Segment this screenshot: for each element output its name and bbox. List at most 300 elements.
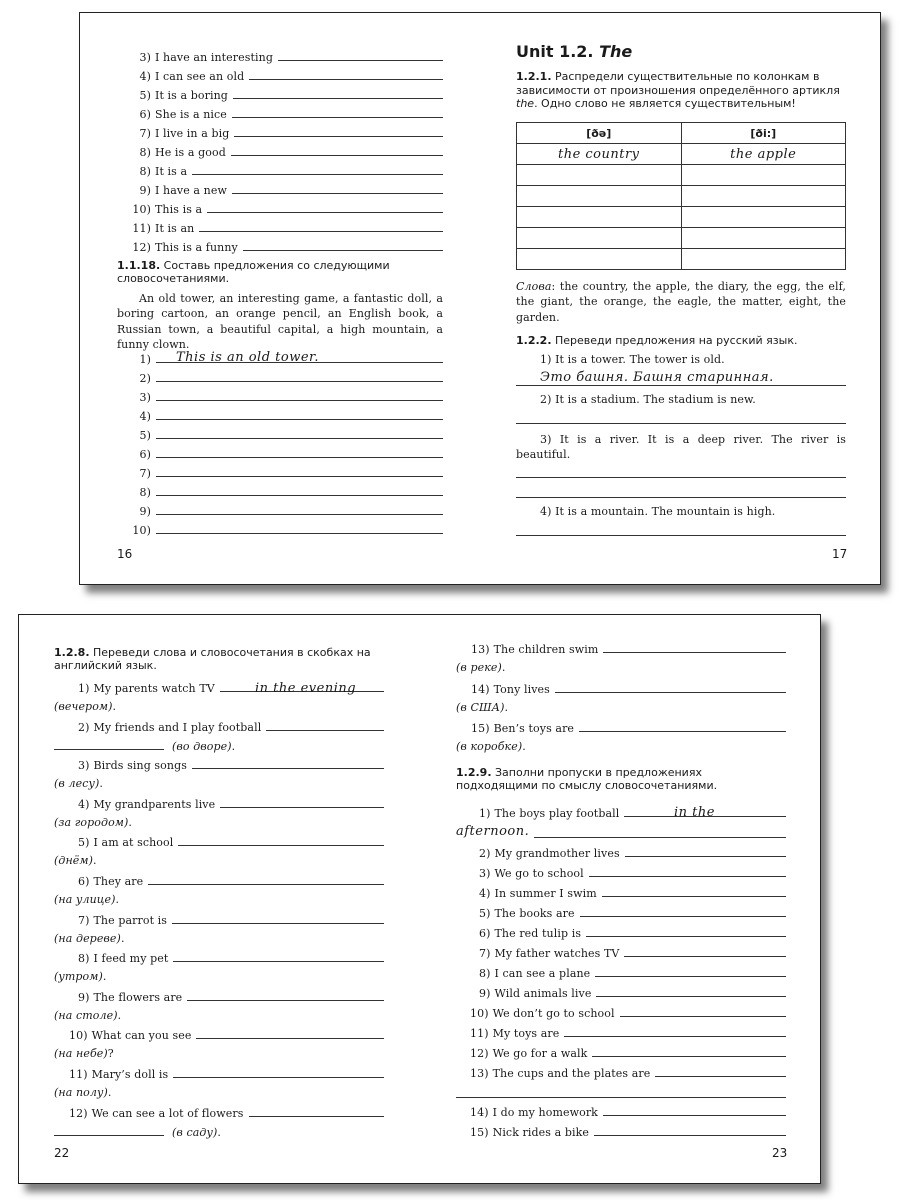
answer-blank[interactable] xyxy=(602,886,786,897)
item-text: My grandparents live xyxy=(93,797,216,811)
translation-hint-line xyxy=(456,701,508,714)
item-number: 12) xyxy=(470,1047,489,1060)
answer-blank[interactable] xyxy=(624,946,786,957)
page-number: 16 xyxy=(117,547,133,561)
item-text: It is an xyxy=(155,222,195,235)
item-number: 8) xyxy=(139,165,151,178)
sentence-item xyxy=(117,145,443,159)
item-text: The children swim xyxy=(493,643,599,656)
translation-hint-line xyxy=(54,932,125,945)
item-number: 7) xyxy=(479,947,491,960)
translation-item xyxy=(54,835,384,849)
answer-blank[interactable] xyxy=(172,913,384,924)
handwritten-answer-1a: in the xyxy=(674,805,715,820)
item-number: 6) xyxy=(139,108,151,121)
russian-hint: (в коробке) xyxy=(456,740,523,753)
answer-blank[interactable] xyxy=(655,1066,786,1077)
fill-in-item xyxy=(456,1046,786,1060)
answer-blank[interactable] xyxy=(233,88,443,99)
translation-item xyxy=(54,758,384,772)
answer-line-row xyxy=(117,390,443,404)
answer-blank[interactable] xyxy=(148,874,384,885)
item-punctuation: . xyxy=(93,854,97,868)
page-23 xyxy=(420,615,820,1183)
answer-line[interactable] xyxy=(516,497,846,498)
answer-blank[interactable] xyxy=(156,428,443,439)
exercise-number: 1.2.8. xyxy=(54,646,90,659)
item-text: Tony lives xyxy=(493,682,550,696)
answer-blank[interactable] xyxy=(620,1006,786,1017)
translation-hint-line xyxy=(54,854,97,867)
item-text: I have a new xyxy=(155,184,227,197)
exercise-1-2-9-instruction xyxy=(456,766,786,792)
item-text: In summer I swim xyxy=(494,887,597,900)
page-number: 17 xyxy=(832,547,848,561)
item-number: 4) xyxy=(139,70,151,83)
answer-line-row xyxy=(117,504,443,518)
answer-blank[interactable] xyxy=(192,758,384,769)
sentence-item xyxy=(117,88,443,102)
translation-hint-line xyxy=(54,1125,221,1139)
item-text: My toys are xyxy=(492,1027,560,1040)
answer-blank[interactable] xyxy=(220,797,384,808)
exercise-1-2-1-instruction xyxy=(516,70,846,111)
answer-blank[interactable] xyxy=(249,69,443,80)
item-number: 11) xyxy=(132,222,151,235)
item-number: 10) xyxy=(470,1007,489,1020)
item-number: 7) xyxy=(139,127,151,140)
answer-blank[interactable] xyxy=(589,866,786,877)
unit-heading xyxy=(516,42,632,61)
fill-in-item xyxy=(456,946,786,960)
russian-hint: (во дворе) xyxy=(172,739,232,753)
pronunciation-table xyxy=(516,122,846,270)
answer-line-row xyxy=(117,523,443,537)
translation-item xyxy=(54,1067,384,1081)
exercise-1-2-2-instruction xyxy=(516,334,797,347)
item-number: 3) xyxy=(479,867,491,880)
item-text: We can see a lot of flowers xyxy=(91,1106,244,1120)
words-list: : the country, the apple, the diary, the egg, the elf, the giant, the orange, the eagle, the matter, eight, the garden. xyxy=(516,280,846,324)
item-number: 12) xyxy=(69,1106,88,1120)
answer-line-row xyxy=(117,428,443,442)
item-number: 9) xyxy=(139,505,151,518)
fill-in-item xyxy=(456,986,786,1000)
item-number: 9) xyxy=(139,184,151,197)
russian-hint: (в реке) xyxy=(456,661,502,674)
translation-hint-line xyxy=(54,1009,121,1022)
item-punctuation: . xyxy=(107,1086,112,1099)
item-text: He is a good xyxy=(155,146,226,159)
answer-blank[interactable] xyxy=(231,145,443,156)
answer-blank[interactable] xyxy=(586,926,786,937)
fill-in-item xyxy=(456,866,786,880)
answer-blank[interactable] xyxy=(594,1125,786,1136)
item-number: 9) xyxy=(479,987,491,1000)
item-number: 9) xyxy=(78,990,90,1004)
words-label: Слова xyxy=(516,280,552,293)
russian-hint: (в саду) xyxy=(172,1125,218,1139)
fill-in-item xyxy=(456,906,786,920)
russian-hint: (на столе) xyxy=(54,1008,118,1022)
answer-blank[interactable] xyxy=(603,642,786,653)
russian-hint: (на улице) xyxy=(54,893,116,906)
answer-blank[interactable] xyxy=(249,1106,384,1117)
item-text: The flowers are xyxy=(93,990,183,1004)
translation-item xyxy=(54,951,384,965)
fill-in-item xyxy=(456,1026,786,1040)
item-punctuation: . xyxy=(217,1125,221,1139)
item-number: 2) xyxy=(479,847,491,860)
example-cell-col1[interactable]: the country xyxy=(517,144,682,165)
unit-number: Unit 1.2. xyxy=(516,42,594,61)
answer-blank[interactable] xyxy=(156,466,443,477)
item-number: 8) xyxy=(479,967,491,980)
item-text: We go for a walk xyxy=(492,1047,588,1060)
answer-blank[interactable] xyxy=(555,682,786,693)
translation-hint-line xyxy=(456,740,526,753)
item-text: It is a boring xyxy=(155,89,228,102)
answer-line-row xyxy=(117,485,443,499)
item-text: My grandmother lives xyxy=(494,847,620,860)
item-number: 13) xyxy=(471,643,490,656)
answer-blank[interactable] xyxy=(156,504,443,515)
item-number: 2) xyxy=(78,720,90,734)
table-cell[interactable] xyxy=(517,165,682,186)
translation-hint-line xyxy=(54,893,119,906)
column-header-the-schwa: [ðə] xyxy=(517,123,682,144)
item-text: My parents watch TV xyxy=(93,682,215,695)
exercise-number: 1.1.18. xyxy=(117,259,161,272)
translate-item-2: 2) It is a stadium. The stadium is new. xyxy=(540,393,756,406)
answer-blank[interactable] xyxy=(192,164,443,175)
answer-line[interactable] xyxy=(516,535,846,536)
exercise-number: 1.2.2. xyxy=(516,334,552,347)
translation-item xyxy=(456,721,786,735)
translation-item xyxy=(54,1028,384,1042)
russian-hint: (вечером) xyxy=(54,700,113,713)
answer-line[interactable] xyxy=(456,1097,786,1098)
item-punctuation: . xyxy=(112,700,117,713)
answer-blank[interactable] xyxy=(596,986,786,997)
table-cell[interactable] xyxy=(681,165,846,186)
answer-blank[interactable] xyxy=(625,846,786,857)
sentence-item xyxy=(117,107,443,121)
translation-hint-line xyxy=(456,661,506,674)
answer-line-row xyxy=(117,409,443,423)
translation-item xyxy=(54,720,384,734)
exercise-1-2-8-instruction xyxy=(54,646,384,672)
item-text: This is a xyxy=(155,203,203,216)
handwritten-translation-1: Это башня. Башня старинная. xyxy=(540,370,774,385)
answer-blank[interactable] xyxy=(564,1026,786,1037)
item-number: 2) xyxy=(139,372,151,385)
words-paragraph xyxy=(516,279,846,325)
russian-hint: (на дереве) xyxy=(54,931,121,945)
russian-hint: (на небе) xyxy=(54,1047,108,1061)
answer-blank[interactable] xyxy=(173,1067,384,1078)
item-text: I am at school xyxy=(93,836,174,850)
item-number: 6) xyxy=(479,927,491,940)
item-text: The cups and the plates are xyxy=(492,1067,651,1080)
answer-blank[interactable] xyxy=(579,721,786,732)
russian-hint: (за городом) xyxy=(54,815,129,829)
item-number: 4) xyxy=(479,887,491,900)
item-number: 14) xyxy=(471,682,490,696)
item-text: The books are xyxy=(494,907,575,920)
sentence-item xyxy=(117,221,443,235)
item-punctuation: . xyxy=(504,700,509,714)
sentence-item xyxy=(117,240,443,254)
item-number: 1) xyxy=(479,807,491,820)
item-text: I can see a plane xyxy=(494,967,591,980)
russian-hint: (на полу) xyxy=(54,1086,108,1099)
russian-hint: (днём) xyxy=(54,854,94,868)
translation-item xyxy=(54,990,384,1004)
item-number: 14) xyxy=(470,1106,489,1119)
fill-in-item xyxy=(456,966,786,980)
answer-blank[interactable] xyxy=(595,966,786,977)
exercise-text: Распредели существительные по колонкам в зависимости от произношения определённого артикля xyxy=(516,70,840,97)
item-text: Birds sing songs xyxy=(93,759,187,773)
answer-blank[interactable] xyxy=(156,447,443,458)
page-16 xyxy=(80,13,480,584)
russian-hint: (в лесу) xyxy=(54,777,100,791)
exercise-number: 1.2.1. xyxy=(516,70,552,83)
answer-blank[interactable] xyxy=(232,107,443,118)
answer-blank[interactable] xyxy=(156,485,443,496)
fill-in-item xyxy=(456,806,786,820)
translation-hint-line xyxy=(54,970,107,983)
table-cell[interactable] xyxy=(681,186,846,207)
answer-blank[interactable] xyxy=(196,1028,384,1039)
item-number: 13) xyxy=(470,1067,489,1080)
item-number: 11) xyxy=(69,1068,88,1081)
page-number: 22 xyxy=(54,1146,70,1160)
item-number: 12) xyxy=(132,241,151,254)
item-text: The red tulip is xyxy=(494,927,582,940)
answer-line-row xyxy=(117,371,443,385)
answer-blank[interactable] xyxy=(156,409,443,420)
answer-line[interactable] xyxy=(516,477,846,478)
translation-item xyxy=(54,913,384,927)
item-text: The boys play football xyxy=(494,807,620,820)
table-cell[interactable] xyxy=(681,228,846,249)
item-text: I have an interesting xyxy=(155,51,273,64)
translate-item-3: 3) It is a river. It is a deep river. The river is beautiful. xyxy=(516,433,846,461)
answer-blank[interactable] xyxy=(187,990,384,1001)
fill-in-item xyxy=(456,1066,786,1080)
answer-blank[interactable] xyxy=(603,1105,786,1116)
fill-in-item xyxy=(456,1125,786,1139)
item-text: Nick rides a bike xyxy=(492,1126,590,1139)
item-text: Wild animals live xyxy=(494,987,592,1000)
answer-blank[interactable] xyxy=(54,1125,164,1136)
translation-item xyxy=(456,682,786,696)
item-punctuation: . xyxy=(115,893,120,906)
answer-blank[interactable] xyxy=(278,50,443,61)
answer-line[interactable] xyxy=(516,385,846,386)
answer-blank[interactable] xyxy=(178,835,384,846)
translation-item xyxy=(54,1106,384,1120)
answer-blank[interactable] xyxy=(232,183,443,194)
item-number: 7) xyxy=(78,913,90,927)
table-cell[interactable] xyxy=(517,186,682,207)
answer-blank[interactable] xyxy=(207,202,443,213)
item-number: 3) xyxy=(139,391,151,404)
fill-in-item xyxy=(456,1105,786,1119)
page-17 xyxy=(480,13,880,584)
item-text: We go to school xyxy=(494,867,584,880)
translation-hint-line xyxy=(54,1086,112,1099)
answer-blank[interactable] xyxy=(156,523,443,534)
item-text: My friends and I play football xyxy=(93,720,262,734)
item-number: 5) xyxy=(139,89,151,102)
item-punctuation: . xyxy=(522,740,526,753)
item-text: They are xyxy=(93,875,144,888)
unit-title: The xyxy=(599,42,633,61)
page-22 xyxy=(19,615,419,1183)
item-number: 6) xyxy=(78,875,90,888)
item-number: 10) xyxy=(132,203,151,216)
sentence-item xyxy=(117,183,443,197)
item-number: 8) xyxy=(139,146,151,159)
answer-blank[interactable] xyxy=(199,221,443,232)
answer-blank[interactable] xyxy=(156,390,443,401)
exercise-text: Составь предложения со следующими словосочетаниями. xyxy=(117,259,390,285)
handwritten-answer-1: This is an old tower. xyxy=(176,350,319,365)
item-text: Ben’s toys are xyxy=(493,722,575,735)
item-number: 4) xyxy=(78,797,90,811)
table-cell[interactable] xyxy=(517,249,682,270)
handwritten-answer-1: in the evening xyxy=(255,681,357,696)
workbook-spread-pages-16-17 xyxy=(79,12,881,585)
item-text: I can see an old xyxy=(155,70,245,83)
item-text: She is a nice xyxy=(155,108,227,121)
item-number: 3) xyxy=(139,51,151,64)
answer-line[interactable] xyxy=(534,837,786,838)
answer-blank[interactable] xyxy=(173,951,384,962)
answer-blank[interactable] xyxy=(580,906,786,917)
sentence-item xyxy=(117,202,443,216)
russian-hint: (в США) xyxy=(456,700,505,714)
fill-in-item xyxy=(456,1006,786,1020)
item-text: Mary’s doll is xyxy=(91,1068,169,1081)
translation-item xyxy=(456,642,786,656)
exercise-1-1-18-instruction xyxy=(117,259,442,285)
translate-item-4: 4) It is a mountain. The mountain is high. xyxy=(540,505,776,518)
answer-blank[interactable] xyxy=(243,240,443,251)
item-punctuation: ? xyxy=(107,1047,114,1061)
table-cell[interactable] xyxy=(681,249,846,270)
example-cell-col2[interactable]: the apple xyxy=(681,144,846,165)
answer-blank[interactable] xyxy=(54,739,164,750)
answer-line-row xyxy=(117,466,443,480)
answer-blank[interactable] xyxy=(156,371,443,382)
item-number: 7) xyxy=(139,467,151,480)
sentence-item xyxy=(117,164,443,178)
item-text: I live in a big xyxy=(155,127,230,140)
fill-in-item xyxy=(456,886,786,900)
answer-blank[interactable] xyxy=(266,720,384,731)
item-number: 8) xyxy=(78,952,90,966)
item-number: 5) xyxy=(78,836,90,850)
item-punctuation: . xyxy=(117,1008,122,1022)
exercise-emphasis: the xyxy=(516,97,535,110)
sentence-item xyxy=(117,126,443,140)
translation-item xyxy=(54,874,384,888)
item-number: 1) xyxy=(139,353,151,366)
item-text: I feed my pet xyxy=(93,952,169,966)
item-text: This is a funny xyxy=(155,241,238,254)
item-punctuation: . xyxy=(102,970,107,984)
item-text: The parrot is xyxy=(93,913,168,927)
sentence-item xyxy=(117,50,443,64)
table-cell[interactable] xyxy=(517,228,682,249)
translation-hint-line xyxy=(54,1047,114,1060)
russian-hint: (утром) xyxy=(54,970,103,984)
item-number: 3) xyxy=(78,759,90,773)
translation-hint-line xyxy=(54,739,235,753)
item-punctuation: . xyxy=(99,777,103,791)
fill-in-item xyxy=(456,846,786,860)
item-number: 15) xyxy=(471,722,490,735)
page-number: 23 xyxy=(772,1146,788,1160)
answer-blank[interactable] xyxy=(592,1046,786,1057)
table-cell[interactable] xyxy=(681,207,846,228)
item-text: It is a xyxy=(155,165,188,178)
answer-blank[interactable] xyxy=(234,126,443,137)
word-list: An old tower, an interesting game, a fantastic doll, a boring cartoon, an orange pencil, an English book, a Russian town, a beautiful capital, a high mountain, a funny clown. xyxy=(117,292,443,351)
translation-hint-line xyxy=(54,816,132,829)
sentence-item xyxy=(117,69,443,83)
item-number: 6) xyxy=(139,448,151,461)
item-text: We don’t go to school xyxy=(492,1007,615,1020)
exercise-text: Переведи предложения на русский язык. xyxy=(555,334,798,347)
item-number: 4) xyxy=(139,410,151,423)
item-punctuation: . xyxy=(501,661,506,674)
translate-item-1: 1) It is a tower. The tower is old. xyxy=(540,353,725,366)
item-number: 5) xyxy=(139,429,151,442)
exercise-text: Заполни пропуски в предложениях подходящими по смыслу словосочетаниями. xyxy=(456,766,718,792)
exercise-text-end: . Одно слово не является существительным! xyxy=(534,97,796,110)
item-punctuation: . xyxy=(231,739,236,753)
item-number: 10) xyxy=(132,524,151,537)
item-number: 8) xyxy=(139,486,151,499)
answer-line[interactable] xyxy=(516,423,846,424)
handwritten-answer-1b: afternoon. xyxy=(456,824,530,839)
translation-hint-line xyxy=(54,700,116,713)
item-number: 10) xyxy=(69,1029,88,1043)
workbook-spread-pages-22-23 xyxy=(18,614,821,1184)
item-text: My father watches TV xyxy=(494,947,620,960)
fill-in-item xyxy=(456,926,786,940)
item-punctuation: . xyxy=(120,931,125,945)
item-number: 5) xyxy=(479,907,491,920)
translation-hint-line xyxy=(54,777,103,790)
exercise-text: Переведи слова и словосочетания в скобках на английский язык. xyxy=(54,646,371,672)
column-header-the-ee: [ði:] xyxy=(681,123,846,144)
translation-item xyxy=(54,797,384,811)
table-cell[interactable] xyxy=(517,207,682,228)
item-text: What can you see xyxy=(91,1029,192,1043)
item-punctuation: . xyxy=(128,815,133,829)
exercise-number: 1.2.9. xyxy=(456,766,492,779)
item-number: 11) xyxy=(470,1027,489,1040)
item-text: I do my homework xyxy=(492,1106,598,1119)
answer-line-row xyxy=(117,447,443,461)
item-number: 15) xyxy=(470,1126,489,1139)
